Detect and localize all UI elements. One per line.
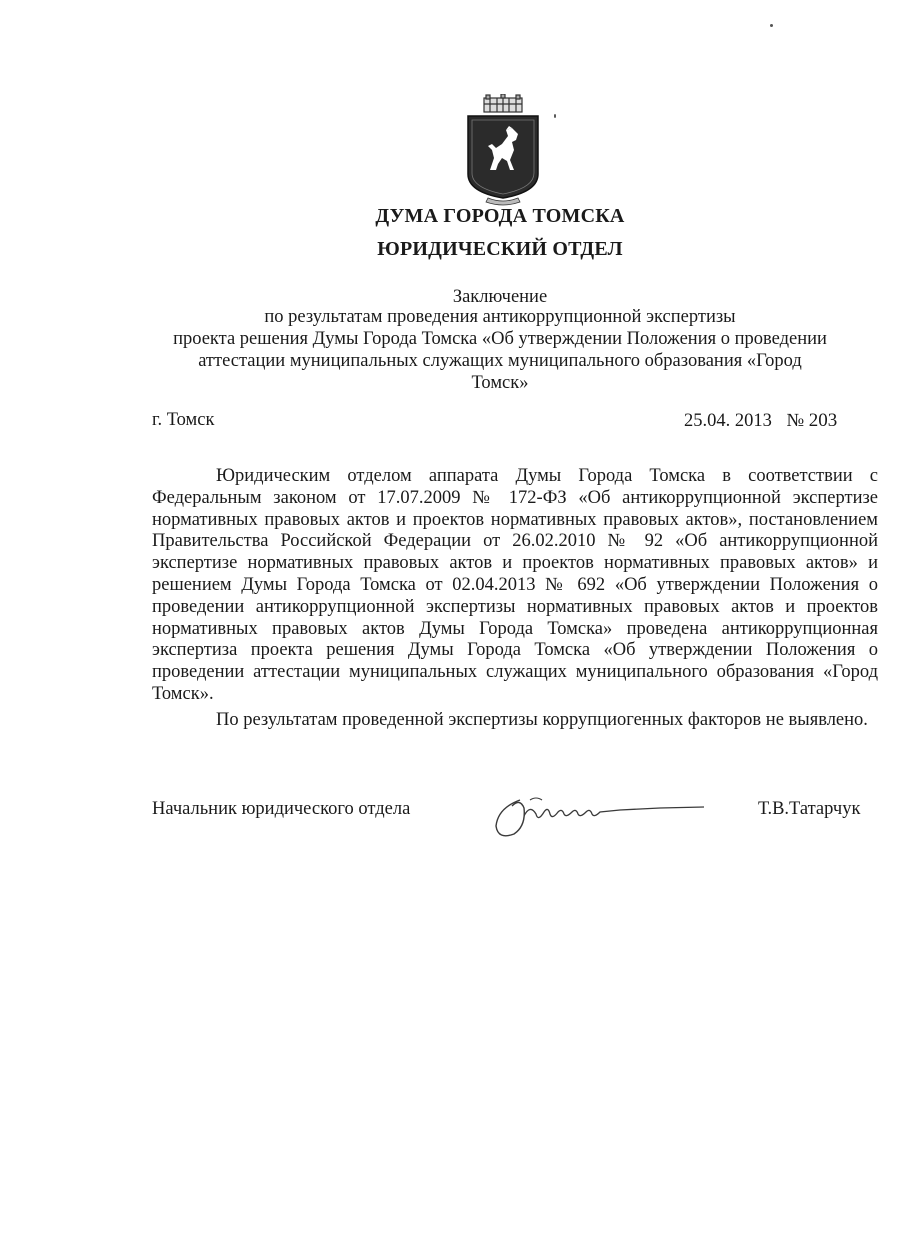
- signer-position: Начальник юридического отдела: [152, 799, 411, 819]
- scan-speck: [770, 24, 773, 27]
- document-subject-line-3: аттестации муниципальных служащих муниципального образования «Город: [198, 351, 802, 371]
- number-sign: №: [786, 411, 805, 431]
- organization-title: ДУМА ГОРОДА ТОМСКА: [375, 205, 625, 227]
- document-subject-line-1: по результатам проведения антикоррупционной экспертизы: [264, 307, 736, 327]
- body-paragraph-main: Юридическим отделом аппарата Думы Города Томска в соответствии с Федеральным законом от 17.07.2009 № 172-ФЗ «Об антикоррупционной экспертизе нормативных правовых актов и проектов нормативных правовых актов», постановлением Правительства Российской Федерации от 26.02.2010 № 92 «Об антикоррупционной экспертизе нормативных правовых актов и проектов нормативных правовых актов» и решением Думы Города Томска от 02.04.2013 № 692 «Об утверждении Положения о проведении антикоррупционной экспертизы нормативных правовых актов и проектов нормативных правовых актов Думы Города Томска» проведена антикоррупционная экспертиза проекта решения Думы Города Томска «Об утверждении Положения о проведении аттестации муниципальных служащих муниципального образования «Город Томск».: [152, 466, 878, 704]
- department-title: ЮРИДИЧЕСКИЙ ОТДЕЛ: [377, 238, 623, 260]
- document-subject-line-2: проекта решения Думы Города Томска «Об утверждении Положения о проведении: [173, 329, 827, 349]
- document-place: г. Томск: [152, 410, 215, 430]
- document-number: 203: [808, 410, 838, 431]
- document-type: Заключение: [452, 287, 548, 307]
- document-date-number: [684, 410, 837, 432]
- document-date: 25.04. 2013: [684, 411, 772, 431]
- body-paragraph-conclusion: По результатам проведенной экспертизы коррупциогенных факторов не выявлено.: [216, 710, 868, 730]
- tomsk-coat-of-arms-icon: [462, 94, 544, 206]
- signer-name: Т.В.Татарчук: [758, 799, 861, 819]
- handwritten-signature: [490, 786, 710, 846]
- document-subject-line-4: Томск»: [471, 373, 529, 393]
- scan-speck: [554, 114, 556, 118]
